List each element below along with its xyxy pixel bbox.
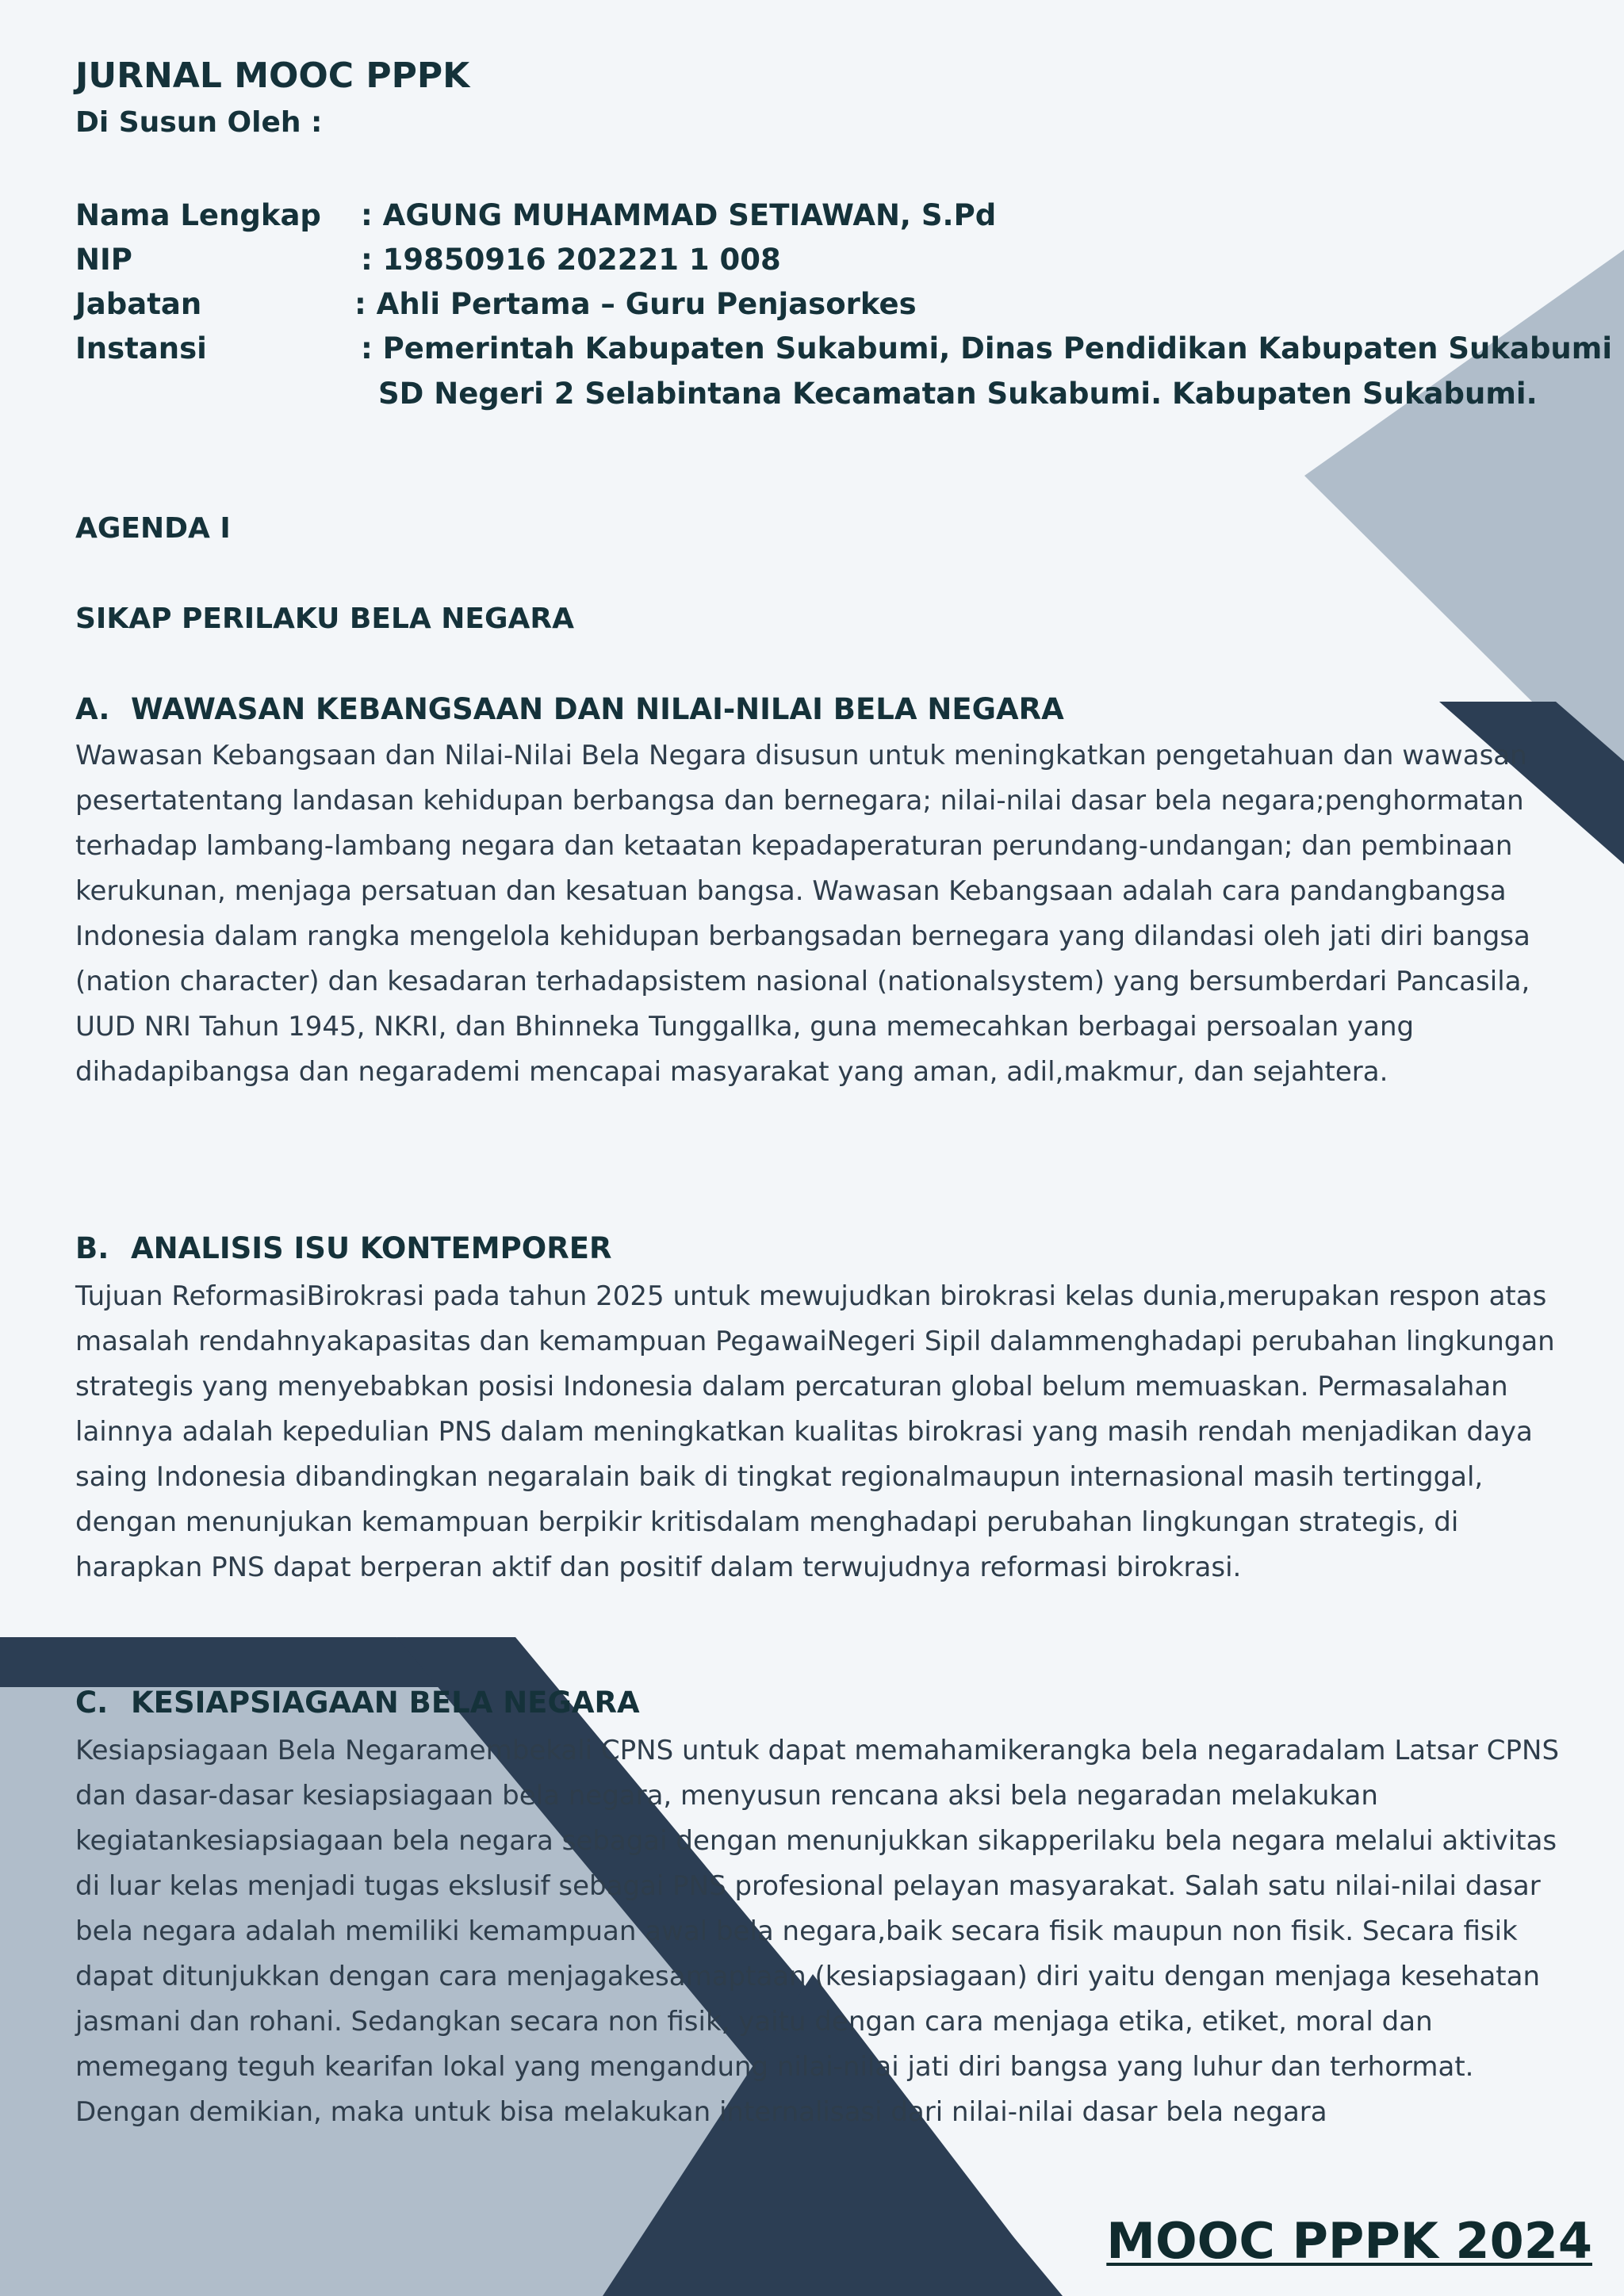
info-label-instansi: Instansi: [75, 331, 207, 365]
info-value-instansi-line1: : Pemerintah Kabupaten Sukabumi, Dinas Pendidikan Kabupaten Sukabumi: [361, 331, 1613, 365]
page-title: JURNAL MOOC PPPK: [75, 55, 470, 96]
info-label-name: Nama Lengkap: [75, 198, 321, 232]
section-c-body: Kesiapsiagaan Bela Negaramembekali CPNS untuk dapat memahamikerangka bela negaradalam Latsar CPNS dan dasar-dasar kesiapsiagaan bela negara, menyusun rencana aksi bela negaradan melakukan kegiatankesiapsiagaan bela negara sebagai dengan menunjukkan sikapperilaku bela negara melalui aktivitas di luar kelas menjadi tugas ekslusif sebagai PNS profesional pelayan masyarakat. Salah satu nilai-nilai dasar bela negara adalah memiliki kemampuan awal bela negara,baik secara fisik maupun non fisik. Secara fisik dapat ditunjukkan dengan cara menjagakesamaptaan (kesiapsiagaan) diri yaitu dengan menjaga kesehatan jasmani dan rohani. Sedangkan secara non fisik, yaitu dengan cara menjaga etika, etiket, moral dan memegang teguh kearifan lokal yang mengandung nilai-nilai jati diri bangsa yang luhur dan terhormat. Dengan demikian, maka untuk bisa melakukan internalisasi dari nilai-nilai dasar bela negara: [75, 1735, 1560, 2128]
info-value-jabatan: : Ahli Pertama – Guru Penjasorkes: [354, 287, 917, 321]
info-value-instansi: [361, 331, 1612, 411]
topic-heading: SIKAP PERILAKU BELA NEGARA: [75, 603, 574, 635]
section-a-body: Wawasan Kebangsaan dan Nilai-Nilai Bela Negara disusun untuk meningkatkan pengetahuan dan wawasan pesertatentang landasan kehidupan berbangsa dan bernegara; nilai-nilai dasar bela negara;penghormatan terhadap lambang-lambang negara dan ketaatan kepadaperaturan perundang-undangan; dan pembinaan kerukunan, menjaga persatuan dan kesatuan bangsa. Wawasan Kebangsaan adalah cara pandangbangsa Indonesia dalam rangka mengelola kehidupan berbangsadan bernegara yang dilandasi oleh jati diri bangsa (nation character) dan kesadaran terhadapsistem nasional (nationalsystem) yang bersumberdari Pancasila, UUD NRI Tahun 1945, NKRI, dan Bhinneka Tunggallka, guna memecahkan berbagai persoalan yang dihadapibangsa dan negarademi mencapai masyarakat yang aman, adil,makmur, dan sejahtera.: [75, 740, 1530, 1088]
info-label-nip: NIP: [75, 243, 132, 277]
section-c-letter: C.: [75, 1686, 109, 1720]
info-value-nip: : 19850916 202221 1 008: [361, 243, 781, 277]
section-c-title: [75, 1686, 640, 1720]
section-b-letter: B.: [75, 1231, 109, 1265]
section-a-letter: A.: [75, 692, 110, 726]
section-a-heading: WAWASAN KEBANGSAAN DAN NILAI-NILAI BELA NEGARA: [131, 692, 1064, 726]
info-label-jabatan: Jabatan: [75, 287, 202, 321]
section-b-body: Tujuan ReformasiBirokrasi pada tahun 2025 untuk mewujudkan birokrasi kelas dunia,merupakan respon atas masalah rendahnyakapasitas dan kemampuan PegawaiNegeri Sipil dalammenghadapi perubahan lingkungan strategis yang menyebabkan posisi Indonesia dalam percaturan global belum memuaskan. Permasalahan lainnya adalah kepedulian PNS dalam meningkatkan kualitas birokrasi yang masih rendah menjadikan daya saing Indonesia dibandingkan negaralain baik di tingkat regionalmaupun internasional masih tertinggal, dengan menunjukan kemampuan berpikir kritisdalam menghadapi perubahan lingkungan strategis, di harapkan PNS dapat berperan aktif dan positif dalam terwujudnya reformasi birokrasi.: [75, 1280, 1555, 1583]
footer-brand: MOOC PPPK 2024: [1106, 2212, 1592, 2270]
info-value-name: : AGUNG MUHAMMAD SETIAWAN, S.Pd: [361, 198, 997, 232]
author-heading: Di Susun Oleh :: [75, 106, 323, 139]
section-b-heading: ANALISIS ISU KONTEMPORER: [131, 1231, 612, 1265]
section-c-heading: KESIAPSIAGAAN BELA NEGARA: [131, 1686, 640, 1720]
section-a-title: [75, 692, 1064, 726]
agenda-heading: AGENDA I: [75, 512, 231, 545]
section-b-title: [75, 1231, 611, 1265]
info-value-instansi-line2: SD Negeri 2 Selabintana Kecamatan Sukabumi. Kabupaten Sukabumi.: [378, 377, 1538, 411]
